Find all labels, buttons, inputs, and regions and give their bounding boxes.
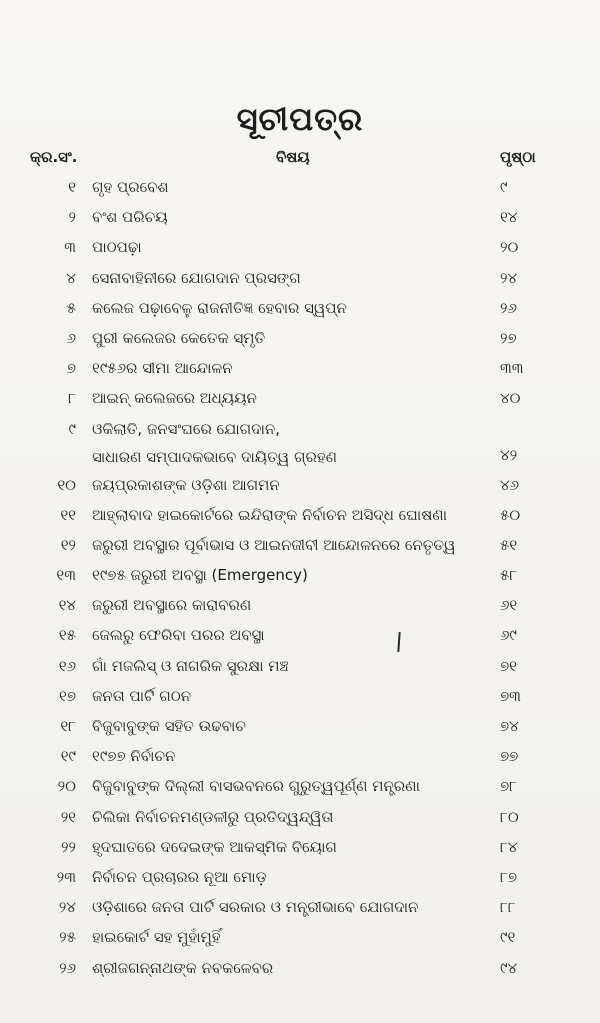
entry-number: ୬ <box>66 328 76 347</box>
entry-title-line: ଚିଲିକା ନିର୍ବାଚନମଣ୍ଡଳୀରୁ ପ୍ରତିଦ୍ୱନ୍ଦ୍ୱିତା <box>92 807 334 826</box>
entry-title-line: ବିଜୁବାବୁଙ୍କ ସହିତ ଉଢବାଚ <box>92 717 246 735</box>
toc-entry <box>0 293 600 323</box>
entry-title-line-2: ସାଧାରଣ ସମ୍ପାଦକଭାବେ ଦାୟିତ୍ୱ ଗ୍ରହଣ <box>92 447 337 466</box>
toc-entry <box>0 922 600 952</box>
entry-title-line: ଗୃହ ପ୍ରବେଶ <box>92 178 169 196</box>
entry-page-number: ୯୪ <box>500 958 518 977</box>
entry-title <box>92 862 492 892</box>
entry-page-number: ୬୧ <box>500 596 518 615</box>
entry-title <box>92 620 492 650</box>
toc-entry <box>0 383 600 413</box>
entry-page-number: ୨୦ <box>500 238 519 257</box>
entry-number: ୧୭ <box>59 686 76 705</box>
entry-title <box>92 681 492 711</box>
entry-title-line: ଶ୍ରୀଜଗନ୍ନାଥଙ୍କ ନବକଳେବର <box>92 958 274 977</box>
entry-page-number: ୮୪ <box>500 837 518 856</box>
entry-title-line: ସେନାବାହିନୀରେ ଯୋଗଦାନ ପ୍ରସଙ୍ଗ <box>92 268 301 287</box>
toc-entry <box>0 414 600 470</box>
header-subject: ବିଷୟ <box>276 148 310 166</box>
entry-title-line: ୧୯୭୭ ନିର୍ବାଚନ <box>92 747 176 766</box>
entry-number: ୧ <box>68 178 76 196</box>
entry-page-number: ୬୯ <box>500 626 517 645</box>
entry-page-number: ୮୦ <box>500 807 519 826</box>
entry-title-line: ବଂଶ ପରିଚୟ <box>92 208 168 227</box>
entry-title-line: ଓଡ଼ିଶାରେ ଜନତା ପାର୍ଟି ସରକାର ଓ ମନ୍ତ୍ରୀଭାବେ ଯୋଗଦାନ <box>92 898 419 917</box>
toc-entry <box>0 892 600 922</box>
entry-title <box>92 172 492 202</box>
entry-title-line: ଜରୁରୀ ଅବସ୍ଥାରେ କାରାବରଣ <box>92 596 252 615</box>
toc-entry <box>0 500 600 530</box>
entry-page-number: ୨୭ <box>500 328 517 347</box>
entry-title <box>92 500 492 530</box>
entry-title <box>92 414 492 470</box>
entry-title <box>92 741 492 771</box>
entry-title-line: ହୃଦଘାତରେ ଦଦେଇଙ୍କ ଆକସ୍ମିକ ବିୟୋଗ <box>92 837 337 856</box>
entry-page-number: ୭୩ <box>500 686 521 705</box>
entry-page-number: ୭୧ <box>500 656 517 675</box>
entry-number: ୨୬ <box>59 958 76 977</box>
entry-number: ୨୩ <box>56 867 76 886</box>
entry-title-line: ପାଠପଢ଼ା <box>92 238 142 257</box>
entry-page-number: ୪୨ <box>500 445 518 464</box>
entry-page-number: ୪୦ <box>500 389 521 408</box>
toc-entry <box>0 862 600 892</box>
entry-page-number: ୮୭ <box>500 867 518 886</box>
entry-title-line: ନିର୍ବାଚନ ପ୍ରଚାରର ନୂଆ ମୋଡ଼ <box>92 867 267 886</box>
toc-entry <box>0 771 600 801</box>
entry-page-number: ୭୪ <box>500 717 519 735</box>
entry-number: ୨ <box>68 208 76 227</box>
toc-entry <box>0 263 600 293</box>
entry-number: ୩ <box>64 238 76 257</box>
toc-entry <box>0 802 600 832</box>
toc-entry <box>0 651 600 681</box>
toc-entry <box>0 953 600 983</box>
entry-title <box>92 922 492 952</box>
entry-page-number: ୨୬ <box>500 298 517 317</box>
entry-number: ୧୧ <box>60 505 76 524</box>
toc-entry <box>0 530 600 560</box>
entry-number: ୧୪ <box>58 596 76 615</box>
entry-number: ୨୪ <box>58 898 76 917</box>
entry-number: ୧୩ <box>56 566 76 585</box>
entry-number: ୫ <box>66 298 76 317</box>
toc-entry <box>0 560 600 590</box>
entry-title-line: ଜରୁରୀ ଅବସ୍ଥାର ପୂର୍ବାଭାସ ଓ ଆଇନଜୀବୀ ଆନ୍ଦୋଳନରେ ନେତୃତ୍ୱ <box>92 535 456 554</box>
entry-title <box>92 651 492 681</box>
entry-number: ୧୨ <box>60 535 76 554</box>
entry-page-number: ୨୪ <box>500 268 518 287</box>
entry-title-line: ଜୟପ୍ରକାଶଙ୍କ ଓଡ଼ିଶା ଆଗମନ <box>92 475 280 494</box>
toc-entry <box>0 711 600 741</box>
entry-title <box>92 383 492 413</box>
toc-entry <box>0 470 600 500</box>
entry-title <box>92 560 492 590</box>
page-title: ସୂଚୀପତ୍ର <box>236 100 364 138</box>
entry-title-line: ବିଜୁବାବୁଙ୍କ ଦିଲ୍ଲୀ ବାସଭବନରେ ଗୁରୁତ୍ୱପୂର୍ଣ୍ଣ ମନ୍ତ୍ରଣା <box>92 777 420 796</box>
entry-title-line: ଜେଲରୁ ଫେରିବା ପରର ଅବସ୍ଥା <box>92 626 265 645</box>
entry-number: ୧୮ <box>60 717 76 735</box>
toc-entry <box>0 172 600 202</box>
entry-title <box>92 953 492 983</box>
entry-page-number: ୭୮ <box>500 777 518 796</box>
entry-title <box>92 530 492 560</box>
entry-page-number: ୫୧ <box>500 535 518 554</box>
entry-title <box>92 323 492 353</box>
entry-number: ୨୫ <box>59 928 76 947</box>
entry-title <box>92 470 492 500</box>
entry-title-line: ଜନତା ପାର୍ଟି ଗଠନ <box>92 686 192 705</box>
entry-title <box>92 711 492 741</box>
entry-page-number: ୮୮ <box>500 898 516 917</box>
entry-title-line: ଓକିଲାତି, ଜନସଂଘରେ ଯୋଗଦାନ, <box>92 419 281 438</box>
entry-page-number: ୭୭ <box>500 747 519 766</box>
header-page: ପୃଷ୍ଠା <box>500 148 536 166</box>
toc-list <box>0 172 600 983</box>
entry-title <box>92 590 492 620</box>
toc-entry <box>0 681 600 711</box>
entry-title-line: ଆଇନ୍ କଲେଜରେ ଅଧ୍ୟୟନ <box>92 389 257 408</box>
entry-page-number: ୩୩ <box>500 359 524 378</box>
entry-page-number: ୯ <box>500 178 508 196</box>
entry-number: ୯ <box>68 419 76 438</box>
entry-title-line: ୧୯୭୫ ଜରୁରୀ ଅବସ୍ଥା (Emergency) <box>92 566 308 585</box>
toc-entry <box>0 590 600 620</box>
entry-page-number: ୯୧ <box>500 928 516 947</box>
entry-number: ୨୨ <box>61 837 76 856</box>
entry-title <box>92 771 492 801</box>
toc-entry <box>0 832 600 862</box>
entry-number: ୧୯ <box>60 747 76 766</box>
entry-number: ୧୬ <box>58 656 76 675</box>
toc-entry <box>0 232 600 262</box>
entry-title-line: ପୁରୀ କଲେଜର କେତେକ ସ୍ମୃତି <box>92 328 266 347</box>
entry-number: ୪ <box>66 268 76 287</box>
entry-title <box>92 802 492 832</box>
entry-title-line: ୧୯୫୬ର ସୀମା ଆନ୍ଦୋଳନ <box>92 359 233 378</box>
toc-entry <box>0 323 600 353</box>
entry-title-line: ଆହ୍ଲାବାଦ ହାଇକୋର୍ଟରେ ଇନ୍ଦିରାଙ୍କ ନିର୍ବାଚନ ଅସିଦ୍ଧ ଘୋଷଣା <box>92 505 448 524</box>
header-serial-number: କ୍ର.ସଂ. <box>30 148 78 166</box>
entry-title <box>92 232 492 262</box>
entry-page-number: ୧୪ <box>500 208 518 227</box>
entry-title <box>92 202 492 232</box>
entry-page-number: ୪୬ <box>500 475 520 494</box>
entry-title <box>92 293 492 323</box>
entry-number: ୨୦ <box>57 777 76 796</box>
entry-number: ୧୦ <box>57 475 76 494</box>
entry-number: ୮ <box>68 389 76 408</box>
entry-number: ୧୫ <box>58 626 76 645</box>
entry-title-line: ଗାଁ ମଜଲିସ୍ ଓ ନାଗରିକ ସୁରକ୍ଷା ମଞ୍ଚ <box>92 656 289 675</box>
entry-title <box>92 353 492 383</box>
toc-entry <box>0 353 600 383</box>
toc-entry <box>0 741 600 771</box>
entry-title <box>92 263 492 293</box>
entry-title <box>92 832 492 862</box>
entry-title-line: ହାଇକୋର୍ଟ ସହ ମୁହାଁମୁହିଁ <box>92 928 221 947</box>
toc-header <box>0 148 600 174</box>
entry-number: ୨୧ <box>60 807 76 826</box>
entry-title <box>92 892 492 922</box>
entry-title-line: କଲେଜ ପଢ଼ାବେଳୁ ରାଜନୀତିଜ୍ଞ ହେବାର ସ୍ୱପ୍ନ <box>92 298 347 317</box>
entry-number: ୭ <box>66 359 76 378</box>
entry-page-number: ୫୮ <box>500 566 518 585</box>
toc-entry <box>0 202 600 232</box>
toc-entry <box>0 620 600 650</box>
entry-page-number: ୫୦ <box>500 505 521 524</box>
